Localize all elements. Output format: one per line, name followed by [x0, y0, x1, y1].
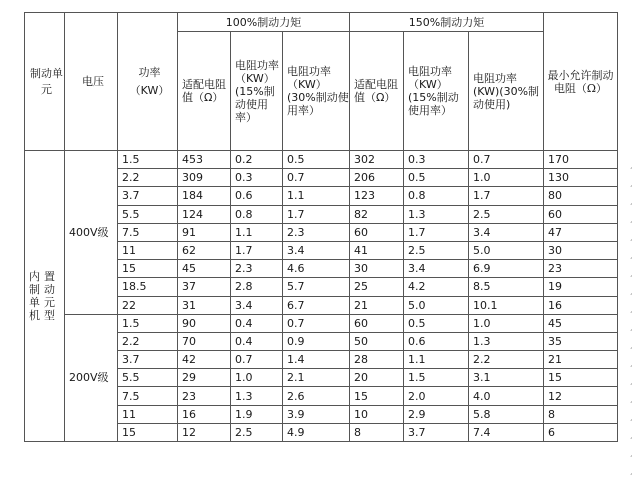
table-cell: 2.3: [231, 260, 283, 278]
table-cell: 4.2: [404, 278, 469, 296]
table-cell: 0.7: [283, 314, 350, 332]
table-cell: 22: [118, 296, 178, 314]
table-cell: 1.7: [283, 205, 350, 223]
table-cell: 2.0: [404, 387, 469, 405]
table-cell: 30: [350, 260, 404, 278]
table-cell: 7.4: [469, 423, 544, 441]
table-cell: 3.4: [231, 296, 283, 314]
table-cell: 6.7: [283, 296, 350, 314]
table-cell: 3.1: [469, 369, 544, 387]
table-cell: 3.7: [118, 351, 178, 369]
table-cell: 2.8: [231, 278, 283, 296]
page-edge-marks: [628, 0, 640, 486]
table-cell: 2.1: [283, 369, 350, 387]
table-cell: 60: [350, 223, 404, 241]
edge-mark: ʻ: [630, 292, 633, 301]
table-cell: 5.0: [404, 296, 469, 314]
table-cell: 184: [178, 187, 231, 205]
table-cell: 25: [350, 278, 404, 296]
table-cell: 3.7: [118, 187, 178, 205]
table-cell: 3.4: [283, 241, 350, 259]
table-cell: 7.5: [118, 223, 178, 241]
table-cell: 28: [350, 351, 404, 369]
table-cell: 1.7: [404, 223, 469, 241]
table-cell: 21: [350, 296, 404, 314]
table-cell: 1.3: [404, 205, 469, 223]
table-cell: 1.1: [283, 187, 350, 205]
table-cell: 1.5: [118, 151, 178, 169]
edge-mark: ʻ: [630, 400, 633, 409]
table-cell: 0.8: [404, 187, 469, 205]
table-cell: 12: [178, 423, 231, 441]
table-cell: 50: [350, 332, 404, 350]
table-cell: 302: [350, 151, 404, 169]
table-cell: 2.3: [283, 223, 350, 241]
unit-type-label: 内置制动单元机型: [25, 151, 65, 442]
table-cell: 5.5: [118, 205, 178, 223]
table-cell: 11: [118, 405, 178, 423]
edge-mark: ʻ: [630, 274, 633, 283]
table-cell: 23: [178, 387, 231, 405]
edge-mark: ʻ: [630, 472, 633, 481]
brake-resistor-table: [24, 12, 618, 442]
table-cell: 0.2: [231, 151, 283, 169]
header-voltage: 电压: [65, 13, 118, 151]
table-cell: 21: [544, 351, 618, 369]
table-cell: 10: [350, 405, 404, 423]
table-cell: 5.5: [118, 369, 178, 387]
header-unit: 制动单元: [25, 13, 65, 151]
header-100-power-30: 电阻功率（KW）(30%制动使用率）: [283, 32, 350, 151]
table-cell: 7.5: [118, 387, 178, 405]
edge-mark: ʻ: [630, 346, 633, 355]
table-cell: 11: [118, 241, 178, 259]
table-cell: 91: [178, 223, 231, 241]
table-cell: 1.0: [469, 314, 544, 332]
edge-mark: ʻ: [630, 364, 633, 373]
table-cell: 1.3: [231, 387, 283, 405]
table-cell: 5.0: [469, 241, 544, 259]
edge-mark: ʻ: [630, 436, 633, 445]
edge-mark: ʻ: [630, 418, 633, 427]
table-cell: 10.1: [469, 296, 544, 314]
table-cell: 0.3: [404, 151, 469, 169]
table-row: [25, 151, 618, 169]
table-cell: 2.2: [469, 351, 544, 369]
table-cell: 1.5: [404, 369, 469, 387]
table-cell: 0.5: [283, 151, 350, 169]
edge-mark: ʻ: [630, 238, 633, 247]
table-cell: 6: [544, 423, 618, 441]
table-cell: 37: [178, 278, 231, 296]
header-100-power-15: 电阻功率（KW）(15%制动使用率）: [231, 32, 283, 151]
table-cell: 6.9: [469, 260, 544, 278]
table-cell: 23: [544, 260, 618, 278]
table-cell: 309: [178, 169, 231, 187]
table-cell: 0.8: [231, 205, 283, 223]
table-cell: 62: [178, 241, 231, 259]
table-cell: 0.6: [404, 332, 469, 350]
table-cell: 8.5: [469, 278, 544, 296]
table-cell: 15: [118, 423, 178, 441]
table-cell: 0.3: [231, 169, 283, 187]
table-cell: 1.0: [469, 169, 544, 187]
table-cell: 47: [544, 223, 618, 241]
table-cell: 1.7: [469, 187, 544, 205]
table-cell: 5.7: [283, 278, 350, 296]
table-cell: 0.5: [404, 169, 469, 187]
voltage-group-label: 200V级: [65, 314, 118, 441]
table-cell: 1.1: [404, 351, 469, 369]
table-cell: 5.8: [469, 405, 544, 423]
table-cell: 4.9: [283, 423, 350, 441]
table-cell: 15: [118, 260, 178, 278]
table-cell: 29: [178, 369, 231, 387]
edge-mark: ʻ: [630, 166, 633, 175]
voltage-group-label: 400V级: [65, 151, 118, 315]
table-cell: 35: [544, 332, 618, 350]
header-150-resistance: 适配电阻值（Ω）: [350, 32, 404, 151]
table-cell: 15: [544, 369, 618, 387]
table-cell: 20: [350, 369, 404, 387]
table-cell: 123: [350, 187, 404, 205]
table-cell: 0.4: [231, 314, 283, 332]
header-150pct-torque: 150%制动力矩: [350, 13, 544, 32]
table-cell: 8: [544, 405, 618, 423]
table-cell: 130: [544, 169, 618, 187]
table-cell: 45: [544, 314, 618, 332]
table-cell: 12: [544, 387, 618, 405]
table-cell: 1.9: [231, 405, 283, 423]
table-cell: 82: [350, 205, 404, 223]
table-cell: 2.5: [404, 241, 469, 259]
table-cell: 42: [178, 351, 231, 369]
table-cell: 30: [544, 241, 618, 259]
table-cell: 0.9: [283, 332, 350, 350]
header-100-resistance: 适配电阻值（Ω）: [178, 32, 231, 151]
table-cell: 4.6: [283, 260, 350, 278]
table-cell: 0.7: [283, 169, 350, 187]
table-cell: 2.9: [404, 405, 469, 423]
header-min-resistance: 最小允许制动电阻（Ω）: [544, 13, 618, 151]
edge-mark: ʻ: [630, 328, 633, 337]
header-100pct-torque: 100%制动力矩: [178, 13, 350, 32]
header-power: 功率（KW）: [118, 13, 178, 151]
edge-mark: ʻ: [630, 382, 633, 391]
table-cell: 2.5: [469, 205, 544, 223]
table-row: [25, 314, 618, 332]
table-cell: 3.7: [404, 423, 469, 441]
table-cell: 70: [178, 332, 231, 350]
table-cell: 124: [178, 205, 231, 223]
table-cell: 3.4: [404, 260, 469, 278]
table-cell: 1.1: [231, 223, 283, 241]
table-cell: 15: [350, 387, 404, 405]
table-cell: 0.7: [469, 151, 544, 169]
header-150-power-30: 电阻功率(KW)(30%制动使用): [469, 32, 544, 151]
edge-mark: ʻ: [630, 220, 633, 229]
table-cell: 80: [544, 187, 618, 205]
table-cell: 4.0: [469, 387, 544, 405]
edge-mark: ʻ: [630, 310, 633, 319]
edge-mark: ʻ: [630, 184, 633, 193]
table-cell: 2.5: [231, 423, 283, 441]
table-cell: 0.5: [404, 314, 469, 332]
table-cell: 1.3: [469, 332, 544, 350]
table-cell: 2.2: [118, 332, 178, 350]
table-cell: 41: [350, 241, 404, 259]
header-150-power-15: 电阻功率（KW）(15%制动使用率）: [404, 32, 469, 151]
table-cell: 19: [544, 278, 618, 296]
table-cell: 90: [178, 314, 231, 332]
table-cell: 0.6: [231, 187, 283, 205]
table-cell: 18.5: [118, 278, 178, 296]
table-cell: 2.6: [283, 387, 350, 405]
table-cell: 60: [544, 205, 618, 223]
table-cell: 1.5: [118, 314, 178, 332]
table-cell: 206: [350, 169, 404, 187]
table-cell: 3.4: [469, 223, 544, 241]
table-cell: 45: [178, 260, 231, 278]
table-cell: 8: [350, 423, 404, 441]
table-cell: 16: [178, 405, 231, 423]
table-cell: 31: [178, 296, 231, 314]
table-cell: 2.2: [118, 169, 178, 187]
table-cell: 1.0: [231, 369, 283, 387]
table-cell: 1.7: [231, 241, 283, 259]
table-cell: 16: [544, 296, 618, 314]
edge-mark: ʻ: [630, 454, 633, 463]
edge-mark: ʻ: [630, 256, 633, 265]
table-cell: 0.4: [231, 332, 283, 350]
table-cell: 3.9: [283, 405, 350, 423]
table-cell: 170: [544, 151, 618, 169]
edge-mark: ʻ: [630, 202, 633, 211]
table-cell: 60: [350, 314, 404, 332]
table-cell: 1.4: [283, 351, 350, 369]
table-cell: 453: [178, 151, 231, 169]
table-cell: 0.7: [231, 351, 283, 369]
